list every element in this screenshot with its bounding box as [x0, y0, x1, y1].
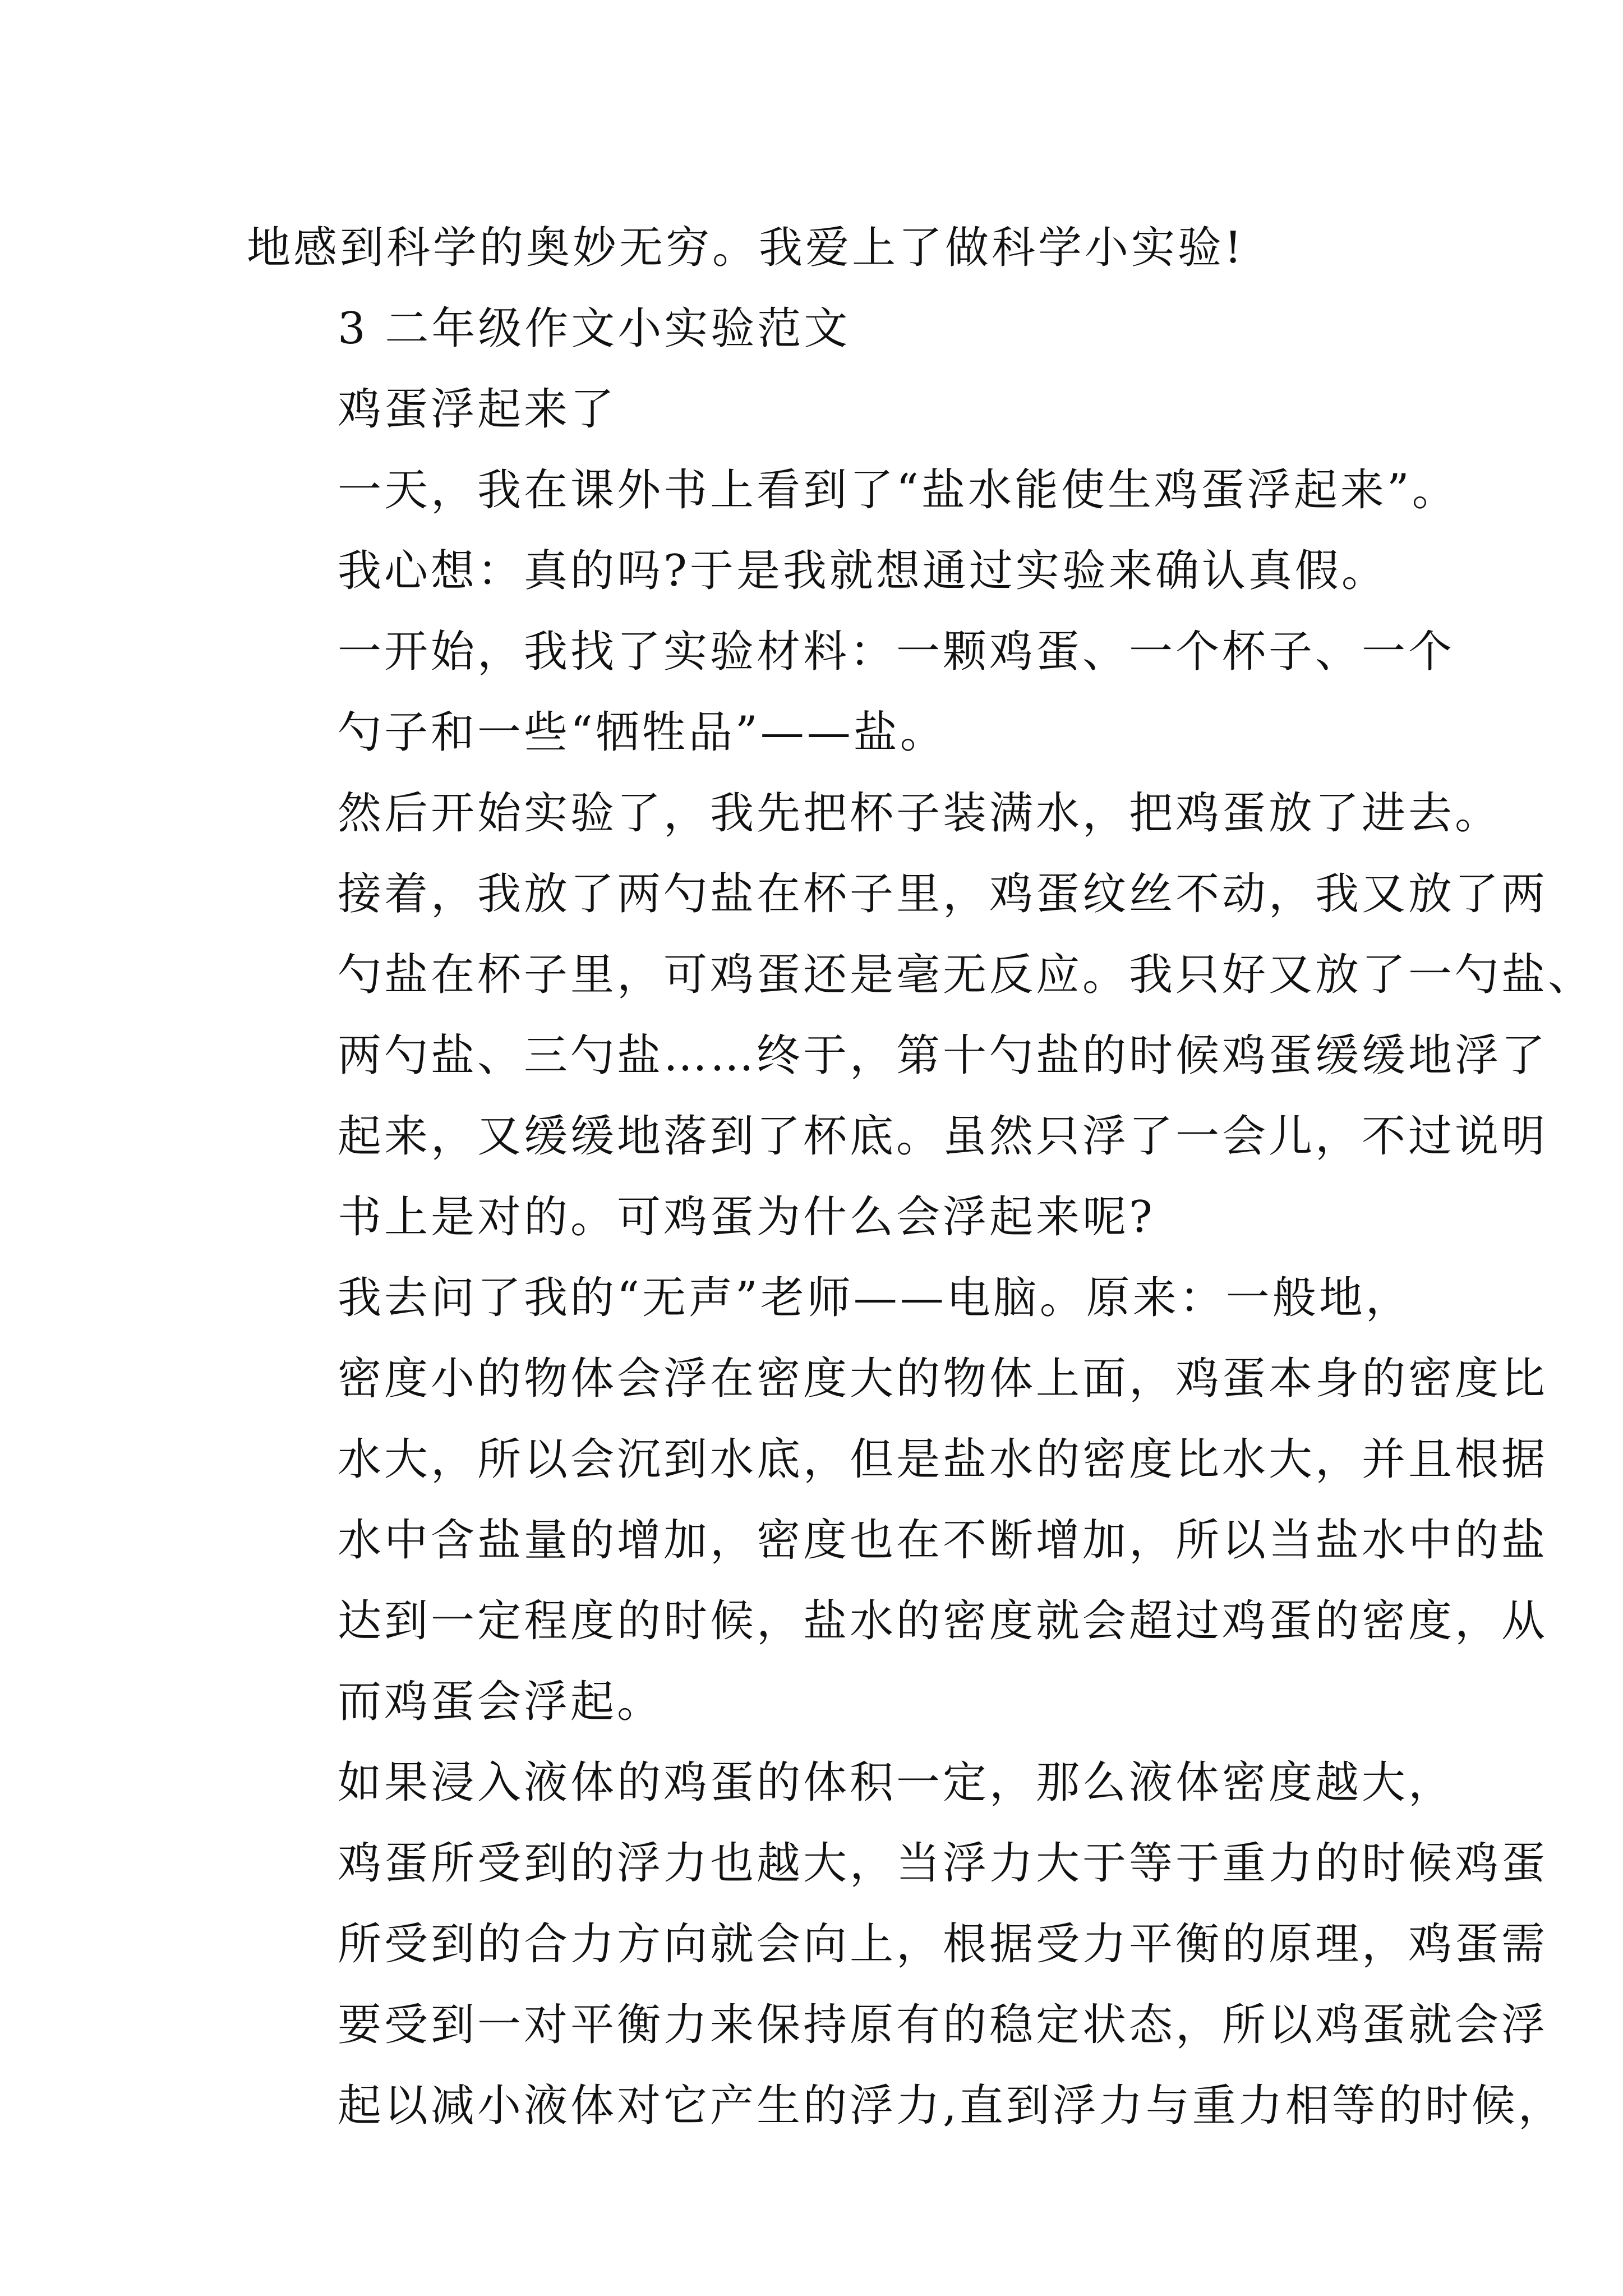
text-line: 地感到科学的奥妙无穷。我爱上了做科学小实验!: [247, 223, 1245, 273]
text-line: 一天，我在课外书上看到了“盐水能使生鸡蛋浮起来”。: [338, 465, 1459, 516]
text-line: 起来，又缓缓地落到了杯底。虽然只浮了一会儿，不过说明: [338, 1111, 1548, 1162]
essay-title: [247, 369, 1391, 450]
paragraph-continuation: [247, 208, 1391, 288]
text-line: 起以减小液体对它产生的浮力,直到浮力与重力相等的时候，: [338, 2081, 1565, 2131]
text-line: 书上是对的。可鸡蛋为什么会浮起来呢?: [338, 1192, 1155, 1243]
text-line: 鸡蛋所受到的浮力也越大，当浮力大于等于重力的时候鸡蛋: [338, 1838, 1548, 1889]
text-line: 3 二年级作文小实验范文: [338, 303, 851, 354]
paragraph: [247, 611, 1455, 773]
text-line: 然后开始实验了，我先把杯子装满水，把鸡蛋放了进去。: [338, 788, 1502, 839]
text-line: 接着，我放了两勺盐在杯子里，鸡蛋纹丝不动，我又放了两: [338, 869, 1548, 919]
text-line: 一开始，我找了实验材料：一颗鸡蛋、一个杯子、一个: [338, 627, 1455, 677]
paragraph: [247, 1258, 1548, 1742]
text-line: 密度小的物体会浮在密度大的物体上面，鸡蛋本身的密度比: [338, 1354, 1548, 1404]
section-heading: [247, 288, 1391, 369]
text-line: 勺子和一些“牺牲品”——盐。: [338, 707, 947, 758]
text-line: 我去问了我的“无声”老师——电脑。原来：一般地，: [338, 1273, 1412, 1323]
text-line: 而鸡蛋会浮起。: [338, 1677, 664, 1727]
paragraph: [247, 450, 1459, 611]
paragraph: [247, 773, 1595, 1258]
text-line: 勺盐在杯子里，可鸡蛋还是毫无反应。我只好又放了一勺盐、: [338, 950, 1595, 1000]
document-body: [247, 208, 1595, 2146]
text-line: 鸡蛋浮起来了: [338, 384, 617, 435]
text-line: 所受到的合力方向就会向上，根据受力平衡的原理，鸡蛋需: [338, 1919, 1548, 1970]
text-line: 我心想：真的吗?于是我就想通过实验来确认真假。: [338, 546, 1388, 596]
paragraph: [247, 1742, 1565, 2146]
text-line: 水中含盐量的增加，密度也在不断增加，所以当盐水中的盐: [338, 1515, 1548, 1566]
text-line: 达到一定程度的时候，盐水的密度就会超过鸡蛋的密度，从: [338, 1596, 1548, 1646]
text-line: 两勺盐、三勺盐……终于，第十勺盐的时候鸡蛋缓缓地浮了: [338, 1030, 1548, 1081]
text-line: 如果浸入液体的鸡蛋的体积一定，那么液体密度越大，: [338, 1757, 1455, 1808]
text-line: 要受到一对平衡力来保持原有的稳定状态，所以鸡蛋就会浮: [338, 2000, 1548, 2050]
text-line: 水大，所以会沉到水底，但是盐水的密度比水大，并且根据: [338, 1434, 1548, 1485]
